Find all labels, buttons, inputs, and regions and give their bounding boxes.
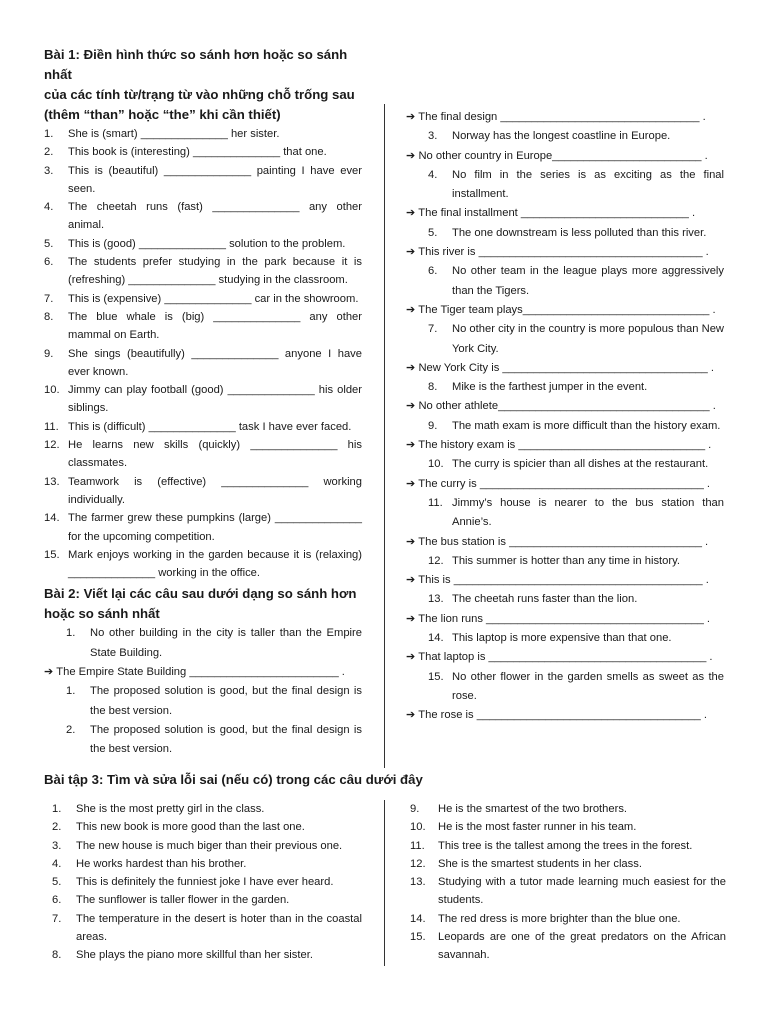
item-number: 1. (52, 803, 62, 815)
answer-line: ➔ This is ________________________________________ . (406, 574, 709, 587)
error-item (44, 946, 362, 964)
exercise-item (44, 436, 362, 473)
rewrite-item (406, 320, 724, 359)
error-item (406, 855, 726, 873)
item-text: The students prefer studying in the park because it is (refreshing) ______________ studying in the classroom. (68, 256, 362, 287)
error-item (44, 891, 362, 909)
section3-left-column (44, 800, 362, 965)
item-number: 11. (44, 420, 59, 433)
item-text: The curry is spicier than all dishes at the restaurant. (452, 458, 709, 471)
item-number: 10. (44, 384, 60, 397)
rewrite-item (406, 378, 724, 397)
error-item (406, 928, 726, 965)
rewrite-item (406, 494, 724, 533)
section1-list (44, 125, 362, 582)
item-number: 14. (428, 632, 444, 645)
item-text: He is the smartest of the two brothers. (438, 803, 628, 815)
exercise-item (44, 143, 362, 161)
exercise-item (44, 235, 362, 253)
item-number: 11. (410, 839, 425, 852)
item-text: The farmer grew these pumpkins (large) ______________ for the upcoming competition. (68, 512, 362, 543)
item-text: No other building in the city is taller than the Empire State Building. (90, 627, 362, 659)
rewrite-item (44, 624, 362, 663)
item-text: The new house is much biger than their previous one. (76, 839, 343, 852)
item-text: No other city in the country is more populous than New York City. (452, 323, 724, 355)
item-number: 5. (52, 876, 62, 889)
item-text: Mark enjoys working in the garden because it is (relaxing) ______________ working in the office. (68, 548, 362, 580)
item-number: 12. (428, 554, 444, 567)
item-number: 6. (52, 894, 62, 907)
exercise-item (44, 381, 362, 418)
item-text: Teamwork is (effective) ______________ working individually. (68, 475, 362, 506)
item-text: This summer is hotter than any time in history. (452, 554, 680, 567)
item-number: 1. (66, 627, 76, 640)
exercise-item (44, 308, 362, 345)
exercise-item (44, 345, 362, 382)
error-item (406, 800, 726, 818)
item-number: 3. (52, 839, 62, 852)
answer-line: ➔ New York City is _________________________________ . (406, 361, 714, 374)
item-text: He is the most faster runner in his team. (438, 821, 637, 834)
section2-right-list (406, 108, 724, 726)
item-number: 7. (52, 912, 62, 925)
section2-heading-line: hoặc so sánh nhất (44, 606, 160, 622)
answer-line: ➔ The rose is ____________________________________ . (406, 709, 707, 722)
item-number: 12. (410, 857, 426, 870)
error-item (406, 910, 726, 928)
rewrite-item (406, 552, 724, 571)
section3-right-column (406, 800, 726, 965)
item-text: This is (difficult) ______________ task I have ever faced. (68, 420, 352, 433)
item-number: 3. (428, 130, 438, 143)
answer-line: ➔ The Tiger team plays______________________________ . (406, 303, 716, 316)
rewrite-item (406, 629, 724, 648)
item-number: 7. (44, 292, 54, 305)
item-number: 9. (410, 803, 420, 815)
section1-heading (44, 45, 362, 125)
item-number: 8. (428, 381, 438, 394)
rewrite-item (406, 127, 724, 146)
exercise-item (44, 546, 362, 583)
rewrite-item (44, 682, 362, 721)
item-text: This is (good) ______________ solution to the problem. (68, 237, 346, 250)
answer-line: ➔ No other athlete__________________________________ . (406, 400, 716, 413)
answer-line: ➔ The final installment ___________________________ . (406, 207, 696, 220)
rewrite-item (406, 668, 724, 707)
error-item (406, 837, 726, 855)
rewrite-item (406, 455, 724, 474)
item-text: This is definitely the funniest joke I have ever heard. (76, 876, 334, 889)
error-item (406, 818, 726, 836)
item-number: 1. (66, 685, 76, 698)
item-number: 9. (428, 419, 438, 432)
item-text: She is the smartest students in her class. (438, 857, 642, 870)
item-number: 4. (44, 201, 54, 214)
item-text: She is the most pretty girl in the class. (76, 803, 265, 815)
exercise-item (44, 125, 362, 143)
section1-heading-line: (thêm “than” hoặc “the” khi cần thiết) (44, 107, 281, 122)
item-text: This tree is the tallest among the trees in the forest. (438, 839, 693, 852)
column-divider (384, 800, 385, 966)
error-item (44, 855, 362, 873)
item-text: The sunflower is taller flower in the garden. (76, 894, 290, 907)
item-number: 8. (52, 949, 62, 962)
item-text: The proposed solution is good, but the final design is the best version. (90, 685, 362, 717)
item-number: 2. (44, 146, 54, 159)
rewrite-item (406, 262, 724, 301)
item-text: Norway has the longest coastline in Europe. (452, 130, 671, 143)
item-text: The math exam is more difficult than the history exam. (452, 419, 721, 432)
section3-right-list (406, 800, 726, 965)
exercise-item (44, 509, 362, 546)
section1-heading-line: của các tính từ/trạng từ vào những chỗ trống sau (44, 87, 355, 102)
rewrite-item (406, 224, 724, 243)
answer-line: ➔ That laptop is ___________________________________ . (406, 651, 713, 664)
item-text: This laptop is more expensive than that one. (452, 632, 672, 645)
answer-line: ➔ No other country in Europe________________________ . (406, 149, 708, 162)
item-number: 13. (410, 876, 426, 889)
section3-left-list (44, 800, 362, 965)
item-text: This is (expensive) ______________ car in the showroom. (68, 292, 359, 305)
item-text: He learns new skills (quickly) ______________ his classmates. (68, 439, 362, 470)
item-number: 5. (44, 237, 54, 250)
section2-heading-line: Bài 2: Viết lại các câu sau dưới dạng so sánh hơn (44, 586, 357, 602)
item-text: She sings (beautifully) ______________ anyone I have ever known. (68, 347, 362, 378)
item-text: The proposed solution is good, but the final design is the best version. (90, 723, 362, 756)
item-text: Leopards are one of the great predators on the African savannah. (438, 931, 726, 962)
item-text: This is (beautiful) ______________ painting I have ever seen. (68, 164, 362, 195)
item-text: Jimmy can play football (good) ______________ his older siblings. (68, 384, 362, 415)
item-text: Mike is the farthest jumper in the event. (452, 381, 648, 394)
exercise-item (44, 162, 362, 199)
exercise-item (44, 473, 362, 510)
answer-line: ➔ The history exam is ______________________________ . (406, 439, 712, 452)
item-number: 10. (428, 458, 444, 471)
error-item (44, 800, 362, 818)
answer-line: ➔ The final design ________________________________ . (406, 111, 706, 123)
item-number: 13. (428, 593, 444, 606)
exercise-item (44, 418, 362, 436)
item-text: Studying with a tutor made learning much easiest for the students. (438, 876, 726, 907)
item-text: The cheetah runs faster than the lion. (452, 593, 638, 606)
item-number: 13. (44, 475, 60, 488)
column-divider (384, 104, 385, 768)
answer-line: ➔ The curry is ____________________________________ . (406, 477, 711, 490)
item-number: 2. (52, 821, 62, 834)
item-number: 10. (410, 821, 426, 834)
item-text: This new book is more good than the last one. (76, 821, 305, 834)
error-item (44, 910, 362, 947)
item-number: 4. (428, 168, 438, 181)
item-text: The one downstream is less polluted than this river. (452, 226, 707, 239)
item-number: 5. (428, 226, 438, 239)
answer-line: ➔ The lion runs ___________________________________ . (406, 612, 711, 625)
item-number: 2. (66, 723, 76, 736)
item-number: 9. (44, 347, 54, 360)
answer-line: ➔ The Empire State Building ________________________ . (44, 666, 345, 679)
item-text: She plays the piano more skillful than her sister. (76, 949, 313, 962)
item-text: She is (smart) ______________ her sister. (68, 128, 280, 140)
section3-heading: Bài tập 3: Tìm và sửa lỗi sai (nếu có) trong các câu dưới đây (44, 772, 423, 787)
item-number: 15. (428, 670, 444, 683)
item-number: 12. (44, 439, 60, 452)
item-text: Jimmy’s house is nearer to the bus station than Annie’s. (452, 496, 724, 529)
item-text: This book is (interesting) ______________ that one. (68, 146, 327, 159)
item-text: He works hardest than his brother. (76, 857, 247, 870)
item-number: 14. (44, 512, 60, 525)
item-number: 15. (410, 931, 426, 944)
rewrite-item (44, 721, 362, 760)
left-column (44, 45, 362, 760)
right-column (406, 108, 724, 726)
item-number: 4. (52, 857, 62, 870)
item-number: 15. (44, 548, 60, 561)
exercise-item (44, 253, 362, 290)
rewrite-item (406, 166, 724, 205)
item-text: The cheetah runs (fast) ______________ any other animal. (68, 201, 362, 232)
item-number: 6. (44, 256, 54, 269)
section1-heading-line: Bài 1: Điền hình thức so sánh hơn hoặc so sánh nhất (44, 47, 348, 82)
error-item (44, 873, 362, 891)
answer-line: ➔ This river is ____________________________________ . (406, 246, 709, 259)
item-number: 1. (44, 128, 54, 140)
item-text: No other flower in the garden smells as sweet as the rose. (452, 670, 724, 702)
item-text: The temperature in the desert is hoter than in the coastal areas. (76, 912, 362, 944)
item-number: 8. (44, 310, 54, 323)
rewrite-item (406, 417, 724, 436)
item-number: 11. (428, 496, 443, 509)
exercise-item (44, 198, 362, 235)
item-text: The red dress is more brighter than the blue one. (438, 912, 681, 925)
item-text: No film in the series is as exciting as the final installment. (452, 168, 724, 201)
answer-line: ➔ The bus station is _______________________________ . (406, 535, 709, 548)
section2-heading (44, 584, 362, 624)
item-number: 7. (428, 323, 438, 336)
error-item (44, 837, 362, 855)
item-number: 14. (410, 912, 426, 925)
exercise-item (44, 290, 362, 308)
rewrite-item (406, 590, 724, 609)
section2-left-list (44, 624, 362, 759)
item-number: 3. (44, 164, 54, 177)
item-number: 6. (428, 265, 438, 278)
item-text: No other team in the league plays more aggressively than the Tigers. (452, 265, 724, 297)
error-item (44, 818, 362, 836)
item-text: The blue whale is (big) ______________ any other mammal on Earth. (68, 310, 362, 342)
error-item (406, 873, 726, 910)
